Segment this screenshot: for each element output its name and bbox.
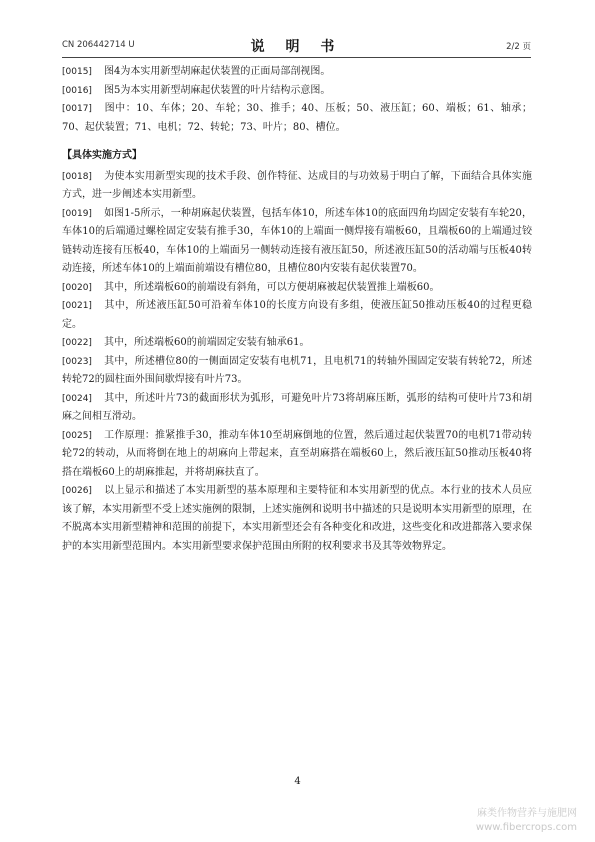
paragraph bbox=[62, 279, 532, 298]
paragraph-text: 其中，所述液压缸50可沿着车体10的长度方向设有多组，使液压缸50推动压板40的过程更稳定。 bbox=[62, 300, 532, 330]
document-number: CN 206442714 U bbox=[62, 40, 135, 50]
paragraph-number: [0021] bbox=[62, 301, 92, 311]
paragraph-text: 其中，所述端板60的前端设有斜角，可以方便胡麻被起伏装置推上端板60。 bbox=[104, 281, 440, 293]
paragraph bbox=[62, 482, 532, 556]
paragraph-text: 以上显示和描述了本实用新型的基本原理和主要特征和本实用新型的优点。本行业的技术人员应该了解，本实用新型不受上述实施例的限制，上述实施例和说明书中描述的只是说明本实用新型的原理，在不脱离本实用新型精神和范围的前提下，本实用新型还会有各种变化和改进，这些变化和改进都落入要求保护的本实用新型范围内。本实用新型要求保护范围由所附的权利要求书及其等效物界定。 bbox=[62, 485, 532, 552]
paragraph-text: 图中：10、车体；20、车轮；30、推手；40、压板；50、液压缸；60、端板；61、轴承；70、起伏装置；71、电机；72、转轮；73、叶片；80、槽位。 bbox=[62, 103, 532, 133]
paragraph-number: [0017] bbox=[62, 104, 92, 114]
page-number: 4 bbox=[294, 776, 301, 787]
header-divider bbox=[62, 57, 531, 58]
paragraph-text: 工作原理：推紧推手30，推动车体10至胡麻倒地的位置，然后通过起伏装置70的电机71带动转轮72的转动，从而将倒在地上的胡麻向上带起来，直至胡麻搭在端板60上，然后液压缸50推动压板40将搭在端板60上的胡麻推起，并将胡麻扶直了。 bbox=[62, 429, 532, 478]
paragraph-number: [0022] bbox=[62, 338, 92, 348]
paragraph-text: 图5为本实用新型胡麻起伏装置的叶片结构示意图。 bbox=[104, 84, 331, 96]
paragraph-number: [0023] bbox=[62, 356, 92, 367]
paragraph bbox=[62, 427, 532, 483]
paragraph bbox=[62, 297, 532, 334]
section-heading: 【具体实施方式】 bbox=[62, 150, 142, 161]
paragraph-number: [0024] bbox=[62, 393, 92, 404]
paragraph-number: [0018] bbox=[62, 171, 92, 182]
paragraph bbox=[62, 205, 532, 279]
watermark bbox=[476, 807, 577, 835]
paragraph-text: 其中，所述端板60的前端固定安装有轴承61。 bbox=[104, 337, 310, 348]
paragraph bbox=[62, 390, 532, 427]
paragraph-number: [0025] bbox=[62, 430, 92, 441]
paragraph-number: [0016] bbox=[62, 85, 92, 96]
page-count: 2/2 页 bbox=[506, 42, 531, 52]
paragraph-number: [0020] bbox=[62, 282, 92, 293]
paragraph-text: 其中，所述叶片73的截面形状为弧形，可避免叶片73将胡麻压断，弧形的结构可使叶片73和胡麻之间相互滑动。 bbox=[62, 392, 532, 422]
paragraph-text: 为使本实用新型实现的技术手段、创作特征、达成目的与功效易于明白了解，下面结合具体实施方式，进一步阐述本实用新型。 bbox=[62, 170, 532, 200]
paragraph bbox=[62, 100, 532, 137]
paragraph bbox=[62, 82, 532, 101]
paragraph-text: 如图1-5所示，一种胡麻起伏装置，包括车体10，所述车体10的底面四角均固定安装有车轮20，车体10的后端通过螺栓固定安装有推手30，车体10的上端面一侧焊接有端板60，且端板60的上端通过铰链转动连接有压板40，车体10的上端面另一侧转动连接有液压缸50，所述液压缸50的活动端与压板40转动连接，所述车体10的上端面前端设有槽位80，且槽位80内安装有起伏装置70。 bbox=[62, 207, 532, 274]
paragraph bbox=[62, 353, 532, 390]
watermark-title: 麻类作物营养与施肥网 bbox=[477, 808, 577, 819]
watermark-url: www.fibercrops.com bbox=[475, 822, 577, 833]
page-header bbox=[62, 36, 531, 54]
paragraph bbox=[62, 168, 532, 205]
paragraph bbox=[62, 63, 532, 82]
document-title: 说 明 书 bbox=[250, 39, 343, 55]
paragraph-number: [0019] bbox=[62, 208, 92, 219]
paragraph-text: 图4为本实用新型胡麻起伏装置的正面局部剖视图。 bbox=[104, 66, 331, 77]
paragraph-number: [0015] bbox=[62, 67, 92, 77]
paragraph bbox=[62, 334, 532, 353]
paragraph-number: [0026] bbox=[62, 486, 92, 496]
paragraph-text: 其中，所述槽位80的一侧面固定安装有电机71，且电机71的转轴外围固定安装有转轮72，所述转轮72的圆柱面外围间歇焊接有叶片73。 bbox=[62, 355, 532, 385]
document-body bbox=[62, 63, 532, 556]
